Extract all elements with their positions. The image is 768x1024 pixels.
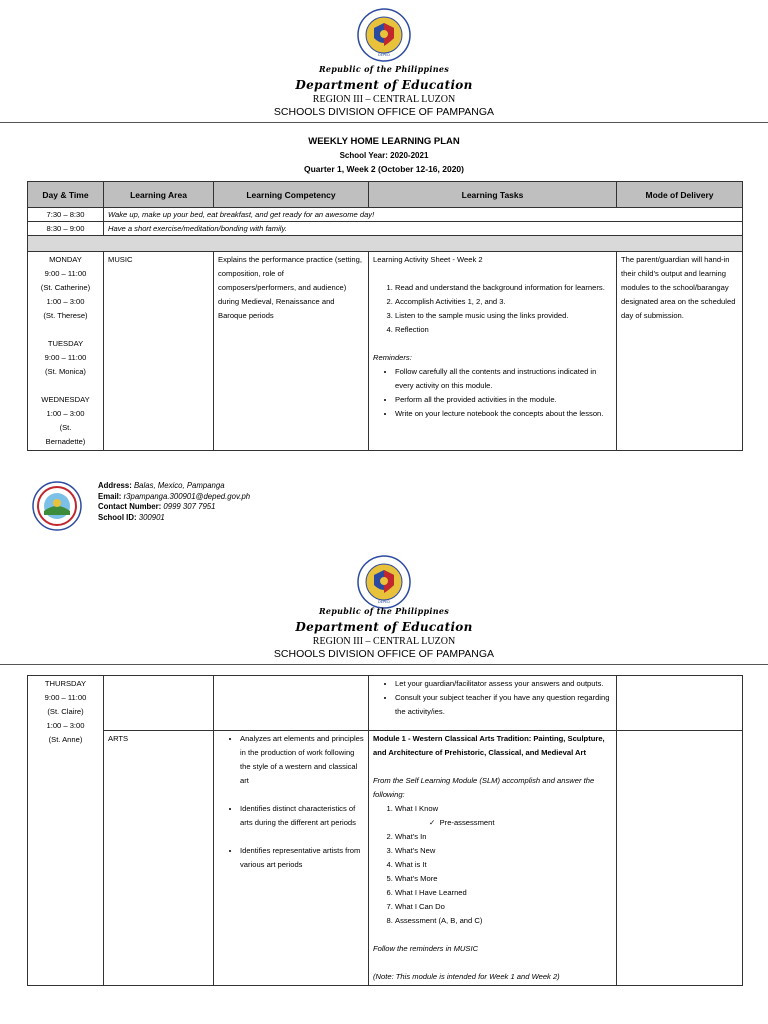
music-tasks: [369, 252, 617, 451]
task-steps: [373, 281, 612, 337]
table-row: [28, 208, 743, 222]
list-item: • Identifies distinct characteristics of arts during the different art periods: [240, 802, 364, 830]
header-divider: [0, 122, 768, 123]
arts-tasks: [369, 731, 617, 986]
checkmark-icon: ✓: [429, 818, 436, 827]
module-instruction: From the Self Learning Module (SLM) accomplish and answer the following:: [373, 776, 595, 799]
quarter-week: Quarter 1, Week 2 (October 12-16, 2020): [303, 164, 464, 174]
department-title: Department of Education: [295, 78, 473, 92]
music-tasks-continued: [369, 676, 617, 731]
table-row: [28, 252, 743, 451]
reminders-label: Reminders:: [373, 353, 412, 362]
table-row: [28, 731, 743, 986]
list-item: • Write on your lecture notebook the concepts about the lesson.: [395, 407, 612, 421]
school-id-label: School ID:: [98, 512, 137, 522]
list-item: 2. Accomplish Activities 1, 2, and 3.: [395, 295, 612, 309]
learning-area-arts: ARTS: [104, 731, 214, 986]
contact-label: Contact Number:: [98, 502, 162, 511]
day-time-cell: [28, 252, 104, 451]
list-item: 4. Reflection: [395, 323, 612, 337]
list-item: 4. What is It: [395, 858, 612, 872]
task-title: Learning Activity Sheet - Week 2: [373, 255, 483, 264]
day-line: THURSDAY: [44, 679, 87, 688]
day-line: 1:00 – 3:00: [46, 297, 85, 306]
day-line: TUESDAY: [47, 339, 84, 348]
school-footer: [28, 477, 748, 533]
routine-time: 8:30 – 9:00: [28, 222, 104, 236]
list-item: 3. Listen to the sample music using the links provided.: [395, 309, 612, 323]
list-item: 8. Assessment (A, B, and C): [395, 914, 612, 928]
deped-seal-icon: [357, 8, 411, 62]
reminders-list: [373, 365, 612, 421]
list-item: 3. What’s New: [395, 844, 612, 858]
column-header: Day & Time: [28, 182, 104, 208]
delivery-mode: The parent/guardian will hand-in their child’s output and learning modules to the school/barangay designated area on the scheduled day of submission.: [617, 252, 743, 451]
list-item: • Let your guardian/facilitator assess your answers and outputs.: [395, 677, 612, 691]
list-item: • Perform all the provided activities in the module.: [395, 393, 612, 407]
list-item: • Consult your subject teacher if you have any question regarding the activity/ies.: [395, 691, 612, 719]
day-line: Bernadette): [45, 437, 86, 446]
department-title: Department of Education: [295, 620, 473, 634]
table-spacer-row: [28, 236, 743, 252]
address-value: Balas, Mexico, Pampanga: [133, 481, 225, 490]
school-logo-icon: [32, 481, 82, 531]
list-item: 1. What I Know: [395, 802, 612, 816]
module-title: Module 1 - Western Classical Arts Tradition: Painting, Sculpture, and Architecture of Prehistoric, Classical, and Medieval Art: [373, 734, 605, 757]
day-line: MONDAY: [49, 255, 82, 264]
day-line: 1:00 – 3:00: [46, 721, 85, 730]
column-header: Learning Area: [104, 182, 214, 208]
region-text: REGION III – CENTRAL LUZON: [312, 94, 456, 105]
plan-title-block: [0, 136, 768, 174]
school-id-value: 300901: [138, 512, 165, 522]
list-item: [395, 816, 612, 830]
reminders-list: [373, 677, 612, 719]
column-header: Mode of Delivery: [617, 182, 743, 208]
day-line: (St. Catherine): [40, 283, 91, 292]
sub-step: Pre-assessment: [439, 818, 495, 827]
table-row: [28, 222, 743, 236]
learning-area-music: MUSIC: [104, 252, 214, 451]
competency-list: [218, 732, 364, 788]
day-time-cell: [28, 676, 104, 986]
column-header: Learning Competency: [214, 182, 369, 208]
routine-time: 7:30 – 8:30: [28, 208, 104, 222]
module-steps: [373, 802, 612, 928]
day-line: (St.: [59, 423, 72, 432]
list-item: 5. What’s More: [395, 872, 612, 886]
arts-competencies: [214, 731, 369, 986]
svg-text:DEPED: DEPED: [378, 600, 390, 604]
day-line: 9:00 – 11:00: [44, 269, 87, 278]
follow-note: Follow the reminders in MUSIC: [373, 944, 479, 953]
table-row: [28, 676, 743, 731]
list-item: 6. What I Have Learned: [395, 886, 612, 900]
region-text: REGION III – CENTRAL LUZON: [312, 636, 456, 647]
address-label: Address:: [98, 481, 132, 490]
list-item: • Follow carefully all the contents and instructions indicated in every activity on this module.: [395, 365, 612, 393]
page-2: [0, 545, 768, 1024]
email-link[interactable]: r3pampanga.300901@deped.gov.ph: [123, 491, 251, 501]
division-text: SCHOOLS DIVISION OFFICE OF PAMPANGA: [273, 106, 495, 118]
list-item: 7. What I Can Do: [395, 900, 612, 914]
day-line: (St. Therese): [43, 311, 88, 320]
music-competency: Explains the performance practice (setting, composition, role of composers/performers, and audience) during Medieval, Renaissance and Baroque periods: [214, 252, 369, 451]
school-year: School Year: 2020-2021: [339, 151, 429, 160]
school-contact-info: [98, 481, 250, 523]
list-item: • Identifies representative artists from various art periods: [240, 844, 364, 872]
day-line: (St. Anne): [48, 735, 83, 744]
day-line: (St. Monica): [45, 367, 86, 376]
list-item: 2. What’s In: [395, 830, 612, 844]
deped-seal-icon: [357, 555, 411, 609]
column-header: Learning Tasks: [369, 182, 617, 208]
republic-text: Republic of the Philippines: [318, 64, 450, 74]
email-label: Email:: [98, 491, 122, 501]
learning-plan-table-continued: [27, 675, 743, 986]
day-line: (St. Claire): [47, 707, 84, 716]
header-divider: [0, 664, 768, 665]
day-line: 1:00 – 3:00: [46, 409, 85, 418]
table-header-row: [28, 182, 743, 208]
day-line: WEDNESDAY: [41, 395, 90, 404]
module-note: (Note: This module is intended for Week 1 and Week 2): [373, 972, 560, 981]
routine-text: Have a short exercise/meditation/bonding with family.: [104, 222, 743, 236]
learning-plan-table: [27, 181, 743, 451]
routine-text: Wake up, make up your bed, eat breakfast, and get ready for an awesome day!: [104, 208, 743, 222]
day-line: 9:00 – 11:00: [44, 693, 87, 702]
republic-text: Republic of the Philippines: [318, 606, 450, 616]
plan-title: WEEKLY HOME LEARNING PLAN: [308, 136, 460, 147]
contact-value: 0999 307 7951: [163, 502, 216, 511]
list-item: 1. Read and understand the background information for learners.: [395, 281, 612, 295]
day-line: 9:00 – 11:00: [44, 353, 87, 362]
svg-text:DEPED: DEPED: [378, 53, 390, 57]
list-item: • Analyzes art elements and principles in the production of work following the style of a western and classical art: [240, 732, 364, 788]
division-text: SCHOOLS DIVISION OFFICE OF PAMPANGA: [273, 648, 495, 660]
